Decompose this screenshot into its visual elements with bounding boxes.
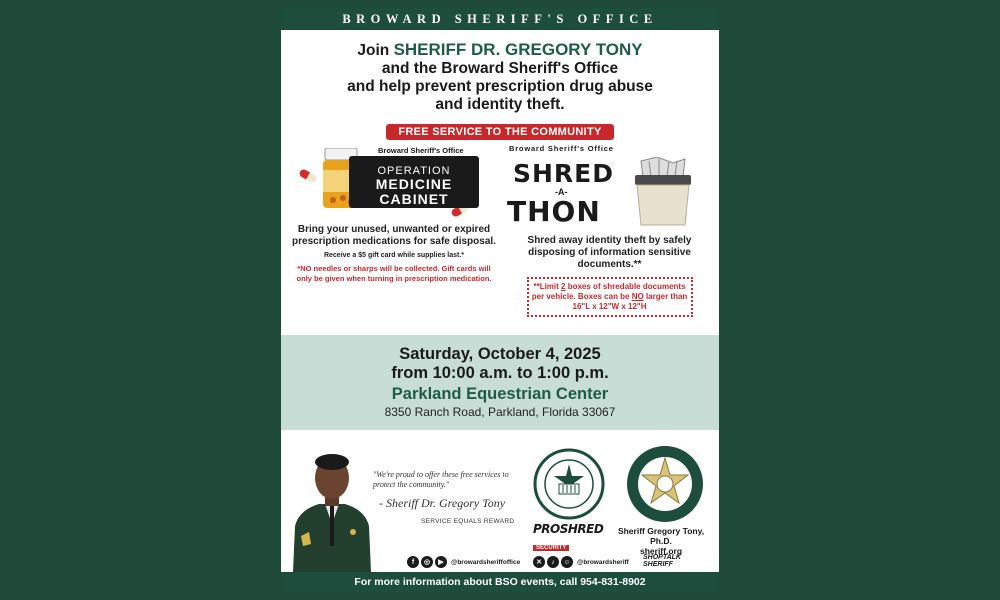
shred-description: Shred away identity theft by safely disposing of information sensitive documents.** — [527, 235, 692, 270]
social-handle-office[interactable]: @browardsheriffoffice — [451, 558, 521, 566]
youtube-icon[interactable]: ▶ — [435, 556, 447, 568]
thon-word: THON — [507, 195, 601, 228]
facebook-icon[interactable]: f — [407, 556, 419, 568]
limit-number: 2 — [561, 282, 566, 291]
shoptalk-podcast-logo — [643, 554, 681, 568]
podcast-line1: SHOPTALK — [643, 554, 681, 561]
omc-gift-card: Receive a $5 gift card while supplies last.* — [323, 252, 465, 259]
limit-text-b: boxes of shredable documents per vehicle. Boxes can be — [531, 282, 686, 301]
podcast-line2: SHERIFF — [643, 561, 673, 568]
shred-badge: Broward Sheriff's Office — [509, 144, 614, 153]
event-details — [281, 335, 719, 430]
event-address: 8350 Ranch Road, Parkland, Florida 33067 — [384, 405, 616, 419]
sheriffs-foundation-seal — [533, 448, 605, 520]
proshred-name: PROSHRED — [533, 522, 604, 536]
operation-medicine-cabinet-logo — [291, 146, 497, 220]
social-group-2 — [533, 556, 629, 568]
limit-text-c: larger than 16"L x 12"W x 12"H — [572, 292, 688, 311]
headline-sheriff: SHERIFF DR. GREGORY TONY — [393, 40, 643, 59]
tiktok-icon[interactable]: ♪ — [547, 556, 559, 568]
social-group-1 — [407, 556, 520, 568]
sheriff-website: sheriff.org — [639, 546, 683, 556]
headline — [281, 41, 719, 114]
proshred-security: SECURITY — [533, 545, 569, 551]
sheriff-motto: SERVICE EQUALS REWARD — [421, 518, 515, 525]
headline-line2: and the Broward Sheriff's Office — [381, 60, 619, 77]
sheriff-photo — [289, 440, 375, 572]
instagram-icon[interactable]: ◎ — [421, 556, 433, 568]
limit-text-a: **Limit — [533, 282, 562, 291]
x-icon[interactable]: ✕ — [533, 556, 545, 568]
footer-contact: For more information about BSO events, call 954-831-8902 — [281, 572, 719, 592]
sheriff-name: Sheriff Gregory Tony, Ph.D. — [617, 526, 705, 546]
headline-line4: and identity theft. — [435, 96, 565, 113]
shred-a-thon-logo — [507, 153, 712, 231]
sheriff-name-block — [611, 526, 711, 556]
omc-badge: Broward Sheriff's Office — [375, 146, 467, 155]
event-time: from 10:00 a.m. to 1:00 p.m. — [391, 364, 609, 382]
org-banner: BROWARD SHERIFF'S OFFICE — [281, 8, 719, 30]
sheriff-quote: "We're proud to offer these free services to protect the community." — [373, 470, 509, 489]
event-date: Saturday, October 4, 2025 — [399, 345, 601, 363]
snapchat-icon[interactable]: ☺ — [561, 556, 573, 568]
capsule-icon — [298, 168, 318, 184]
omc-line1: OPERATION — [377, 165, 451, 177]
omc-note: *NO needles or sharps will be collected. Gift cards will only be given when turning in prescription medication. — [296, 264, 492, 283]
omc-line3: CABINET — [379, 191, 449, 207]
ribbon-wrap — [281, 122, 719, 140]
headline-join: Join — [357, 42, 390, 59]
shredder-icon — [627, 157, 697, 227]
shred-limit-note — [527, 277, 693, 317]
social-handle-sheriff[interactable]: @browardsheriff — [577, 558, 629, 566]
limit-no: NO — [631, 292, 644, 301]
headline-line3: and help prevent prescription drug abuse — [347, 78, 653, 95]
shred-word: SHRED — [513, 159, 615, 188]
sponsor-section — [281, 438, 719, 572]
omc-line2: MEDICINE — [375, 176, 453, 192]
event-venue: Parkland Equestrian Center — [391, 385, 609, 403]
flyer — [281, 8, 719, 592]
shred-a-word: -A- — [555, 187, 568, 197]
shred-a-thon-section — [507, 144, 712, 317]
sheriffs-office-badge — [625, 444, 705, 524]
omc-title-box — [349, 156, 479, 208]
proshred-logo — [533, 522, 613, 554]
sheriff-signature: - Sheriff Dr. Gregory Tony — [379, 496, 506, 510]
free-service-ribbon: FREE SERVICE TO THE COMMUNITY — [386, 124, 613, 140]
omc-description: Bring your unused, unwanted or expired prescription medications for safe disposal. — [292, 224, 496, 247]
programs — [281, 140, 719, 342]
medicine-cabinet-section — [291, 146, 497, 283]
